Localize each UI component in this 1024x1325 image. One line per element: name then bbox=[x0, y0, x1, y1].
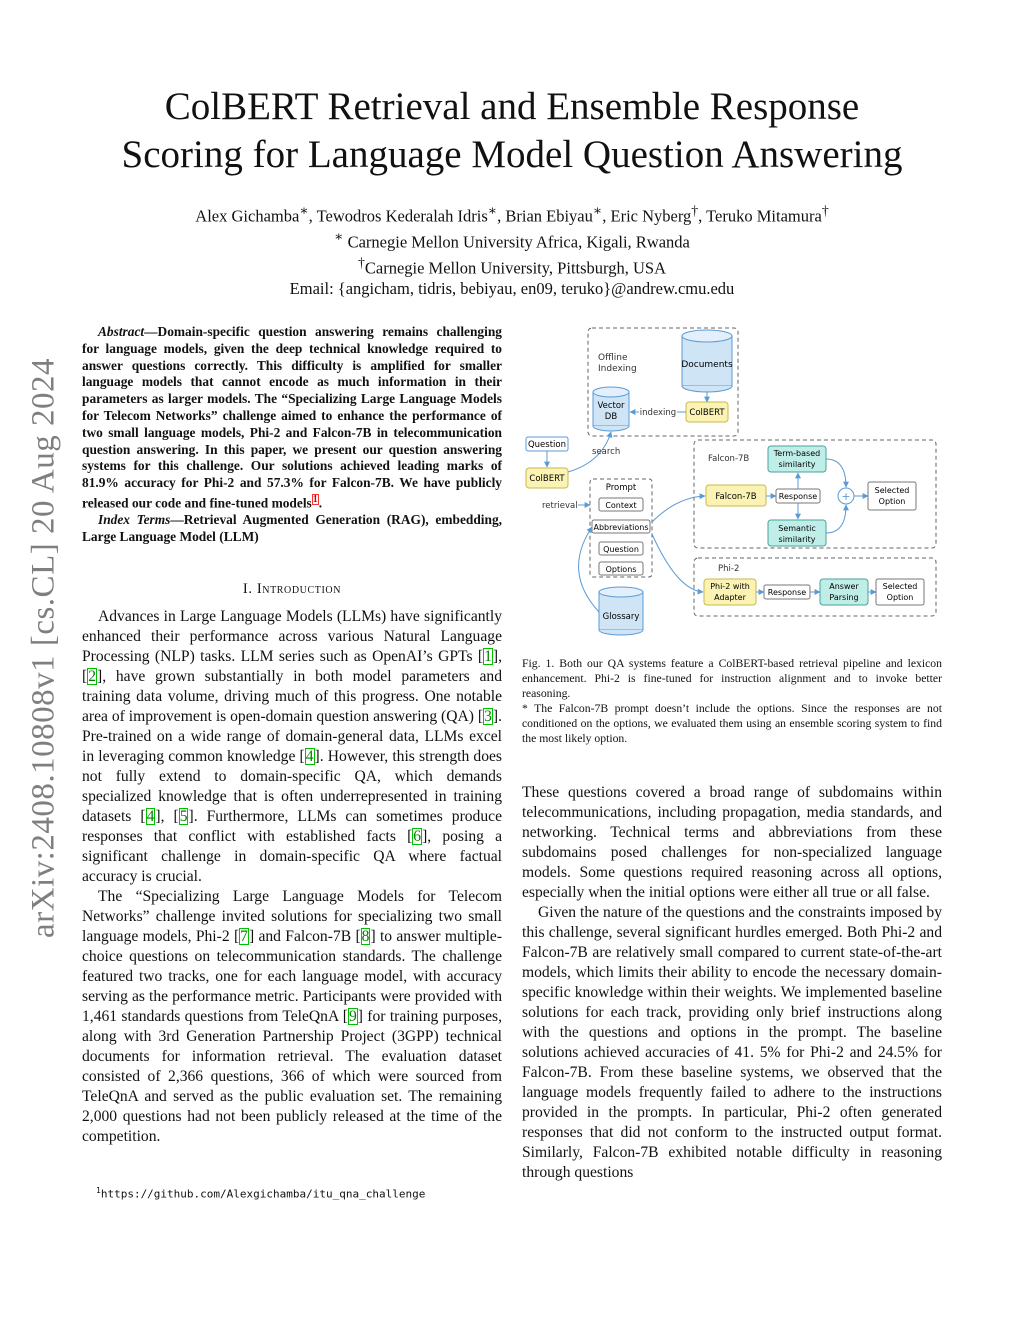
text-run: to answer multiple-choice questions on telecommunication standards. The challenge featured two tracks, one for each language model, with accuracy serving as the performance metric. Participants were provided with 1,461 standards questions from TeleQnA bbox=[82, 928, 503, 1025]
text-run: . However, this strength does not fully extend to domain-specific QA, which demands specialized knowledge that is often underrepresented in training datasets bbox=[82, 748, 502, 825]
body-paragraph-continued: These questions covered a broad range of subdomains within telecommunications, including propagation, media standards, and networking. Technical terms and abbreviations from these subdomains posed challenges for non-specialized language models. Some questions required reasoning across all options, especially when the initial options were either all true or all false. bbox=[522, 784, 942, 901]
ensemble-plus: + bbox=[841, 490, 851, 503]
author-mark: † bbox=[691, 203, 699, 218]
search-label: search bbox=[592, 447, 621, 457]
affiliation-1 bbox=[82, 227, 942, 253]
index-terms-text: —Retrieval Augmented Generation (RAG), embedding, Large Language Model (LLM) bbox=[82, 512, 502, 545]
question-box-label: Question bbox=[603, 545, 639, 554]
semantic-similarity-label-1: Semantic bbox=[778, 524, 816, 533]
semantic-similarity-label-2: similarity bbox=[778, 535, 816, 544]
context-label: Context bbox=[605, 501, 637, 510]
citation-link[interactable]: 4 bbox=[305, 748, 314, 765]
author-name: Eric Nyberg bbox=[610, 206, 692, 226]
author-mark: ∗ bbox=[487, 203, 498, 218]
citation-link[interactable]: 8 bbox=[361, 928, 370, 945]
affiliation-text: Carnegie Mellon University, Pittsburgh, USA bbox=[364, 258, 666, 278]
text-run: , posing a significant challenge in domain-specific QA where factual accuracy is crucial. bbox=[82, 828, 502, 885]
question-input-label: Question bbox=[527, 440, 567, 450]
abbreviations-label: Abbreviations bbox=[593, 523, 649, 532]
figure-caption bbox=[522, 656, 942, 746]
phi-model-label-1: Phi-2 with bbox=[710, 582, 750, 591]
text-run: The “Specializing Large Language Models for Telecom Networks” challenge invited solutions for specializing two small language models, Phi-2 bbox=[82, 888, 502, 945]
offline-indexing-label-2: Indexing bbox=[598, 364, 637, 374]
arrow-glossary-abbrev bbox=[579, 527, 599, 612]
pipeline-diagram bbox=[522, 322, 942, 642]
section-title: Introduction bbox=[256, 581, 342, 597]
falcon-region-label: Falcon-7B bbox=[708, 454, 750, 464]
abstract-end: . bbox=[318, 495, 323, 511]
citation-link[interactable]: 7 bbox=[240, 928, 248, 945]
citation-link[interactable]: 1 bbox=[484, 648, 492, 665]
paper-title bbox=[82, 83, 942, 179]
arrow-prompt-phi bbox=[652, 534, 703, 592]
glossary-label: Glossary bbox=[602, 612, 640, 622]
phi-model-label-2: Adapter bbox=[714, 593, 746, 602]
text-run: , bbox=[498, 648, 502, 665]
index-terms-label: Index Terms bbox=[98, 512, 171, 528]
section-heading-introduction bbox=[82, 581, 502, 598]
arrow-term-sum bbox=[826, 459, 846, 487]
citation-link[interactable]: 3 bbox=[484, 708, 492, 725]
intro-paragraph-1: Advances in Large Language Models (LLMs) have significantly enhanced their performance across various Natural Language Processing (NLP) tasks. LLM series such as OpenAI’s GPTs [1], [2], have grown substantially in both model parameters and training data volume, driving much of this progress. One notable area of improvement is open-domain question answering (QA) [3]. Pre-trained on a wide range of domain-general data, LLMs excel in leveraging common knowledge [4]. However, this strength does not fully extend to domain-specific QA, which demands specialized knowledge that is often underrepresented in training datasets [4], [5]. Furthermore, LLMs can sometimes produce responses that conflict with established facts [6], posing a significant challenge in domain-specific QA where factual accuracy is crucial. bbox=[82, 608, 502, 885]
footnote-url[interactable]: https://github.com/Alexgichamba/itu_qna_challenge bbox=[100, 1187, 426, 1201]
text-run: , bbox=[160, 808, 174, 825]
retrieval-label: retrieval bbox=[542, 501, 578, 511]
left-column-body bbox=[82, 607, 502, 1147]
author-block bbox=[82, 201, 942, 300]
phi-response-label: Response bbox=[767, 588, 807, 597]
author-mark: † bbox=[821, 203, 829, 218]
prompt-label: Prompt bbox=[605, 483, 637, 493]
arrow-semantic-sum bbox=[826, 505, 846, 533]
citation-link[interactable]: 2 bbox=[88, 668, 96, 685]
text-run: and Falcon-7B bbox=[254, 928, 356, 945]
falcon-selected-label-1: Selected bbox=[874, 486, 910, 495]
abstract-label: Abstract bbox=[98, 324, 145, 339]
citation-link[interactable]: 6 bbox=[413, 828, 422, 845]
glossary-cylinder bbox=[599, 587, 643, 635]
indexing-label: indexing bbox=[639, 408, 677, 418]
title-line-1: ColBERT Retrieval and Ensemble Response bbox=[164, 85, 860, 128]
phi-region-label: Phi-2 bbox=[718, 564, 740, 574]
text-run: . Furthermore, LLMs can sometimes produce responses that conflict with established facts bbox=[82, 808, 502, 845]
text-run: for training purposes, along with 3rd Generation Partnership Project (3GPP) technical documents for information retrieval. The evaluation dataset consisted of 2,366 questions, 366 of which were sourced from TeleQnA and served as the public evaluation set. The remaining 2,000 questions had not been publicly released at the time of the competition. bbox=[82, 1008, 503, 1145]
abstract-text: —Domain-specific question answering remains challenging for language models, given the deep technical knowledge required to answer questions correctly. This difficulty is amplified for smaller language models that cannot encode as much information in their parameters as larger models. The “Specializing Large Language Models for Telecom Networks” challenge aimed to enhance the performance of two small language models, Phi-2 and Falcon-7B in telecommunication question answering. In this paper, we present our question answering systems for this challenge. Our solutions achieved leading marks of 81.9% accuracy for Phi-2 and 57.3% for Falcon-7B. We have publicly released our code and fine-tuned models bbox=[82, 324, 502, 511]
caption-note: * The Falcon-7B prompt doesn’t include the options. Since the responses are not conditioned on the options, we evaluated them using an ensemble scoring system to find the most likely option. bbox=[522, 702, 942, 745]
caption-main: Fig. 1. Both our QA systems feature a ColBERT-based retrieval pipeline and lexicon enhancement. Phi-2 is fine-tuned for instruction alignment and to invoke better reasoning. bbox=[522, 657, 942, 700]
body-paragraph-hurdles: Given the nature of the questions and the constraints imposed by this challenge, several significant hurdles emerged. Both Phi-2 and Falcon-7B are relatively small compared to current state-of-the-art models, which limits their ability to encode the necessary domain-specific knowledge within their weights. We implemented baseline solutions for each track, providing only brief instructions along with the questions and options in the prompt. The baseline solutions achieved accuracies of 41. 5% for Phi-2 and 24.5% for Falcon-7B. From these baseline systems, we observed that the language models frequently failed to adhere to the instructions provided in the prompts. In particular, Phi-2 often generated responses that did not conform to the instructed output format. Similarly, Falcon-7B exhibited notable difficulty in reasoning through questions bbox=[522, 904, 942, 1181]
answer-parsing-label-2: Parsing bbox=[829, 593, 859, 602]
affiliation-2 bbox=[82, 253, 942, 279]
index-terms bbox=[82, 512, 502, 546]
citation-link[interactable]: 4 bbox=[146, 808, 155, 825]
phi-selected-label-2: Option bbox=[886, 593, 914, 602]
author-name: Teruko Mitamura bbox=[706, 206, 822, 226]
colbert-retrieval-label: ColBERT bbox=[529, 474, 565, 484]
term-similarity-label-2: similarity bbox=[778, 460, 816, 469]
colbert-indexing-label: ColBERT bbox=[689, 408, 725, 418]
falcon-selected-label-2: Option bbox=[878, 497, 906, 506]
author-name: Tewodros Kederalah Idris bbox=[316, 206, 488, 226]
phi-selected-label-1: Selected bbox=[882, 582, 918, 591]
footnote-mark: 1 bbox=[96, 1186, 101, 1195]
author-name: Brian Ebiyau bbox=[505, 206, 593, 226]
falcon-model-label: Falcon-7B bbox=[715, 492, 757, 502]
text-run: , have grown substantially in both model parameters and training data volume, driving much of this progress. One notable area of improvement is open-domain question answering (QA) bbox=[82, 668, 502, 725]
term-similarity-label-1: Term-based bbox=[773, 449, 821, 458]
text-run: Advances in Large Language Models (LLMs) have significantly enhanced their performance across various Natural Language Processing (NLP) tasks. LLM series such as OpenAI’s GPTs bbox=[82, 608, 502, 665]
options-label: Options bbox=[605, 565, 637, 574]
offline-indexing-label-1: Offline bbox=[598, 353, 628, 363]
arrow-prompt-falcon bbox=[652, 496, 705, 522]
vector-db-label-1: Vector bbox=[597, 401, 625, 411]
right-column-body bbox=[522, 783, 942, 1183]
author-email: Email: {angicham, tidris, bebiyau, en09, teruko}@andrew.cmu.edu bbox=[289, 279, 735, 298]
footnote-link[interactable]: 1 bbox=[312, 493, 318, 505]
answer-parsing-label-1: Answer bbox=[829, 582, 859, 591]
arxiv-identifier: arXiv:2408.10808v1 [cs.CL] 20 Aug 2024 bbox=[25, 358, 62, 938]
abstract bbox=[82, 324, 502, 546]
documents-label: Documents bbox=[681, 360, 733, 370]
vector-db-label-2: DB bbox=[604, 412, 618, 422]
affiliation-mark: ∗ bbox=[334, 229, 344, 244]
author-mark: ∗ bbox=[592, 203, 603, 218]
affiliation-mark: † bbox=[358, 255, 365, 270]
affiliation-text: Carnegie Mellon University Africa, Kigali, Rwanda bbox=[343, 232, 690, 252]
figure-1 bbox=[522, 322, 942, 642]
citation-link[interactable]: 9 bbox=[348, 1008, 357, 1025]
abstract-paragraph bbox=[82, 324, 502, 512]
intro-paragraph-2: The “Specializing Large Language Models for Telecom Networks” challenge invited solutions for specializing two small language models, Phi-2 [7] and Falcon-7B [8] to answer multiple-choice questions on telecommunication standards. The challenge featured two tracks, one for each language model, with accuracy serving as the performance metric. Participants were provided with 1,461 standards questions from TeleQnA [9] for training purposes, along with 3rd Generation Partnership Project (3GPP) technical documents for information retrieval. The evaluation dataset consisted of 2,366 questions, 366 of which were sourced from TeleQnA and served as the public evaluation set. The remaining 2,000 questions had not been publicly released at the time of the competition. bbox=[82, 888, 503, 1145]
section-number: I. bbox=[242, 581, 257, 597]
author-mark: ∗ bbox=[299, 203, 309, 218]
footnote bbox=[96, 1186, 425, 1201]
arxiv-sidebar bbox=[24, 348, 64, 948]
author-list: Alex Gichamba∗, Tewodros Kederalah Idris∗, Brian Ebiyau∗, Eric Nyberg†, Teruko Mitamura† bbox=[195, 203, 829, 226]
citation-link[interactable]: 5 bbox=[179, 808, 188, 825]
text-run: . Pre-trained on a wide range of domain-general data, LLMs excel in leveraging common knowledge bbox=[82, 708, 502, 765]
title-line-2: Scoring for Language Model Question Answering bbox=[121, 133, 903, 176]
falcon-response-label: Response bbox=[778, 492, 818, 501]
author-name: Alex Gichamba bbox=[195, 206, 300, 226]
